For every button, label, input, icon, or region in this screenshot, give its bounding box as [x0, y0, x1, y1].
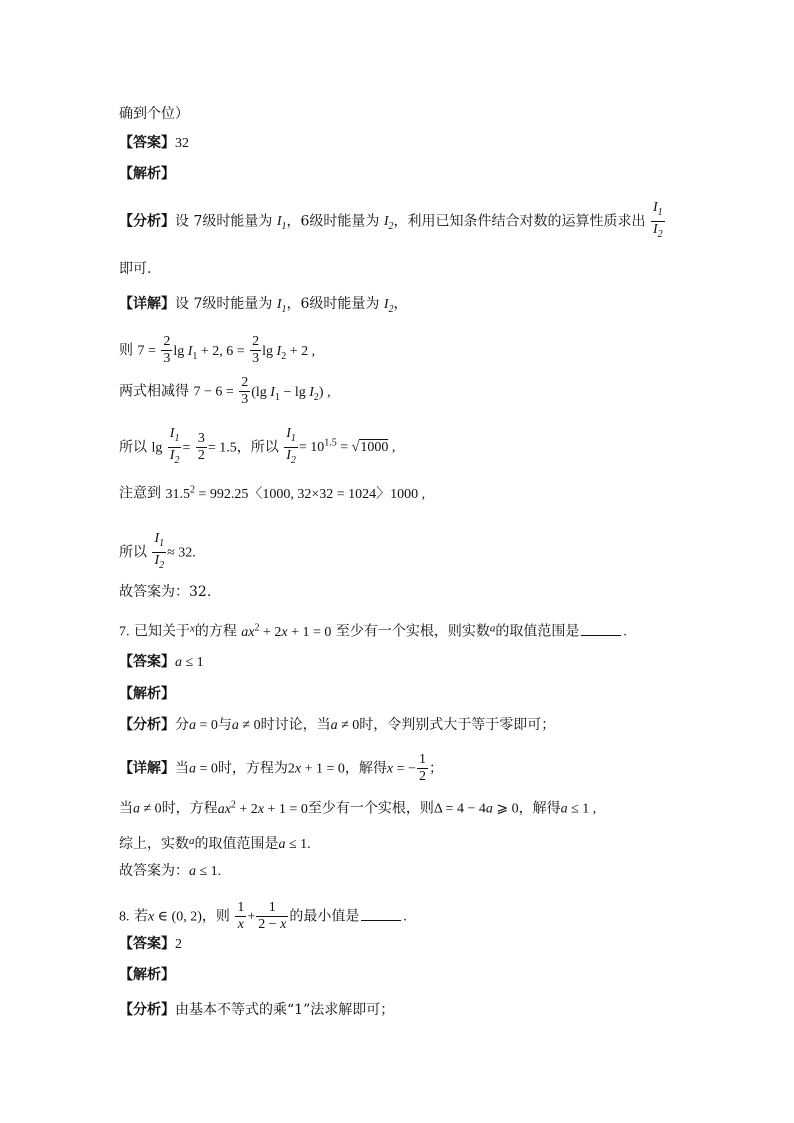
- text-line: [119, 582, 211, 602]
- text: 所以: [119, 544, 147, 561]
- math: (lg $I_1 - \lg I_2$) ,: [251, 384, 331, 403]
- text: 故答案为：32.: [119, 584, 212, 600]
- math: $I_2$: [383, 214, 394, 233]
- text: ，利用已知条件结合对数的运算性质求出: [393, 213, 646, 230]
- math: a: [489, 622, 496, 635]
- math: 2x + 1 = 0: [287, 761, 345, 777]
- fraction: $\frac{1}{2 - x}$: [258, 900, 287, 932]
- text: 两式相减得: [119, 383, 189, 400]
- answer-value: 32: [175, 136, 189, 151]
- text: 综上，实数: [119, 836, 189, 852]
- text: ，解得: [344, 760, 387, 777]
- text: 的取值范围是: [194, 836, 279, 852]
- text: 的取值范围是: [495, 623, 580, 640]
- math: 7 =: [137, 343, 156, 359]
- math: $31.5^2 = 992.25$〈1000, 32×32 = 1024〉1000 ,: [165, 484, 426, 502]
- math: lg: [151, 440, 163, 456]
- text-line: [119, 104, 189, 124]
- fraction: $\frac{I_1}{I_2}$: [169, 426, 180, 466]
- analysis-line: [119, 1000, 394, 1020]
- math: =: [182, 440, 191, 456]
- text: 时讨论，当: [260, 717, 331, 733]
- math: 7 − 6 =: [193, 384, 234, 400]
- answer-line: [119, 133, 189, 154]
- text: 当: [175, 760, 189, 777]
- fraction: $\frac{3}{2}$: [197, 430, 205, 463]
- text-line: [119, 795, 596, 820]
- detail-tag: 【详解】: [119, 760, 175, 777]
- text: 时，方程为: [217, 760, 288, 777]
- text: 确到个位）: [119, 106, 189, 122]
- math: ≈ 32.: [167, 545, 196, 561]
- fraction: $\frac{I_1}{I_2}$: [154, 531, 165, 571]
- text: 【解析】: [119, 686, 175, 702]
- text: 由基本不等式的乘“1”法求解即可；: [175, 1002, 395, 1018]
- fraction: $\frac{I_1}{I_2}$: [286, 426, 296, 466]
- text: 至少有一个实根，则实数: [335, 623, 490, 640]
- answer-line: [119, 652, 204, 673]
- math: a = 0: [189, 761, 218, 777]
- fraction: $\frac{I_1}{I_2}$: [652, 200, 663, 240]
- text: 【解析】: [119, 967, 175, 983]
- math: a ≠ 0: [330, 718, 360, 733]
- math: a ≤ 1 ,: [560, 801, 597, 817]
- text: 所以: [119, 439, 147, 456]
- answer-tag: 【答案】: [119, 135, 175, 151]
- text: ，6级时能量为: [286, 296, 380, 312]
- text-line: [119, 375, 331, 408]
- math: $\lg I_2 + 2$ ,: [262, 343, 316, 362]
- math: Δ = 4 − 4a ⩾ 0: [433, 801, 519, 817]
- text-line: [119, 426, 395, 469]
- text-line: [119, 861, 221, 882]
- text: ，: [393, 296, 408, 312]
- text: 时，方程: [161, 800, 218, 817]
- analysis-heading: [119, 684, 175, 704]
- math: $I_2$: [383, 297, 394, 315]
- text: 设 7级时能量为: [175, 213, 273, 230]
- text: ，所以: [236, 439, 279, 456]
- text: ，解得: [518, 800, 561, 817]
- answer-line: [119, 934, 182, 955]
- text: 的方程: [194, 623, 237, 640]
- math: x = −: [386, 761, 416, 777]
- answer-tag: 【答案】: [119, 936, 175, 952]
- answer-value: a ≤ 1: [175, 655, 204, 670]
- text: ，则: [201, 908, 230, 925]
- analysis-heading: [119, 965, 175, 985]
- text: 与: [217, 717, 232, 733]
- text-line: [119, 334, 315, 367]
- analysis-tag: 【分析】: [119, 213, 175, 230]
- math: $\lg I_1 + 2$, 6 =: [173, 343, 245, 362]
- text-line: [119, 531, 196, 574]
- fraction: $\frac{1}{x}$: [237, 900, 245, 932]
- math: = 1.5: [207, 440, 237, 456]
- question-8: 8. 若x ∈ (0, 2)，则 $\frac{1}{x}$ + $\frac{1}{2 - x}$ 的最小值是 .: [119, 900, 407, 932]
- analysis-line: [119, 200, 666, 243]
- text: 分: [175, 717, 189, 733]
- math: x: [189, 622, 195, 635]
- fraction: $\frac{2}{3}$: [241, 375, 249, 407]
- math: a ≤ 1.: [189, 864, 222, 879]
- math: a ≠ 0: [231, 718, 261, 733]
- answer-tag: 【答案】: [119, 654, 175, 670]
- answer-value: 2: [175, 937, 182, 952]
- math: a = 0: [189, 718, 218, 733]
- math: x ∈ (0, 2): [147, 909, 202, 925]
- text-line: [119, 259, 151, 279]
- fraction: $\frac{2}{3}$: [252, 334, 260, 366]
- math: $I_1$: [276, 297, 287, 315]
- text: 故答案为：: [119, 863, 189, 879]
- text: 至少有一个实根，则: [307, 800, 434, 817]
- detail-line: [119, 294, 408, 320]
- text-line: [119, 831, 311, 855]
- math: $I_1$: [276, 214, 287, 233]
- math: a ≤ 1.: [278, 837, 311, 852]
- text: 注意到: [119, 485, 161, 502]
- analysis-tag: 【分析】: [119, 717, 175, 733]
- question-number: 7.: [119, 624, 130, 640]
- answer-blank: [361, 908, 401, 921]
- text: 若: [133, 908, 148, 925]
- analysis-tag: 【分析】: [119, 1002, 175, 1018]
- text: ，6级时能量为: [286, 213, 380, 230]
- text: 时，令判别式大于等于零即可；: [359, 717, 556, 733]
- fraction: $\frac{1}{2}$: [418, 752, 426, 784]
- text: 已知关于: [133, 623, 190, 640]
- text: 的最小值是: [289, 908, 360, 925]
- text: 即可.: [119, 261, 152, 277]
- analysis-line: [119, 715, 555, 736]
- text: 【解析】: [119, 166, 175, 182]
- detail-tag: 【详解】: [119, 296, 175, 312]
- analysis-heading: [119, 164, 175, 184]
- question-number: 8.: [119, 909, 130, 925]
- detail-line: 【详解】当a = 0时，方程为2x + 1 = 0，解得x = − $\frac{1}{2}$ ；: [119, 752, 443, 784]
- math: $ax^2 + 2x + 1 = 0$: [241, 622, 332, 640]
- math: a: [189, 835, 195, 847]
- text: 则: [119, 342, 133, 359]
- fraction: $\frac{2}{3}$: [163, 334, 171, 366]
- question-7: 7. 已知关于$^x$的方程 $ax^2 + 2x + 1 = 0$ 至少有一个实根，则实数$^a$的取值范围是 .: [119, 622, 627, 640]
- text: 设 7级时能量为: [175, 296, 273, 312]
- math: $ax^2 + 2x + 1 = 0$: [217, 799, 308, 817]
- math: a ≠ 0: [133, 801, 162, 817]
- answer-blank: [581, 623, 621, 636]
- math: = $10^{1.5} = √1000$ ,: [298, 437, 396, 456]
- text: 当: [119, 800, 133, 817]
- text-line: [119, 480, 425, 505]
